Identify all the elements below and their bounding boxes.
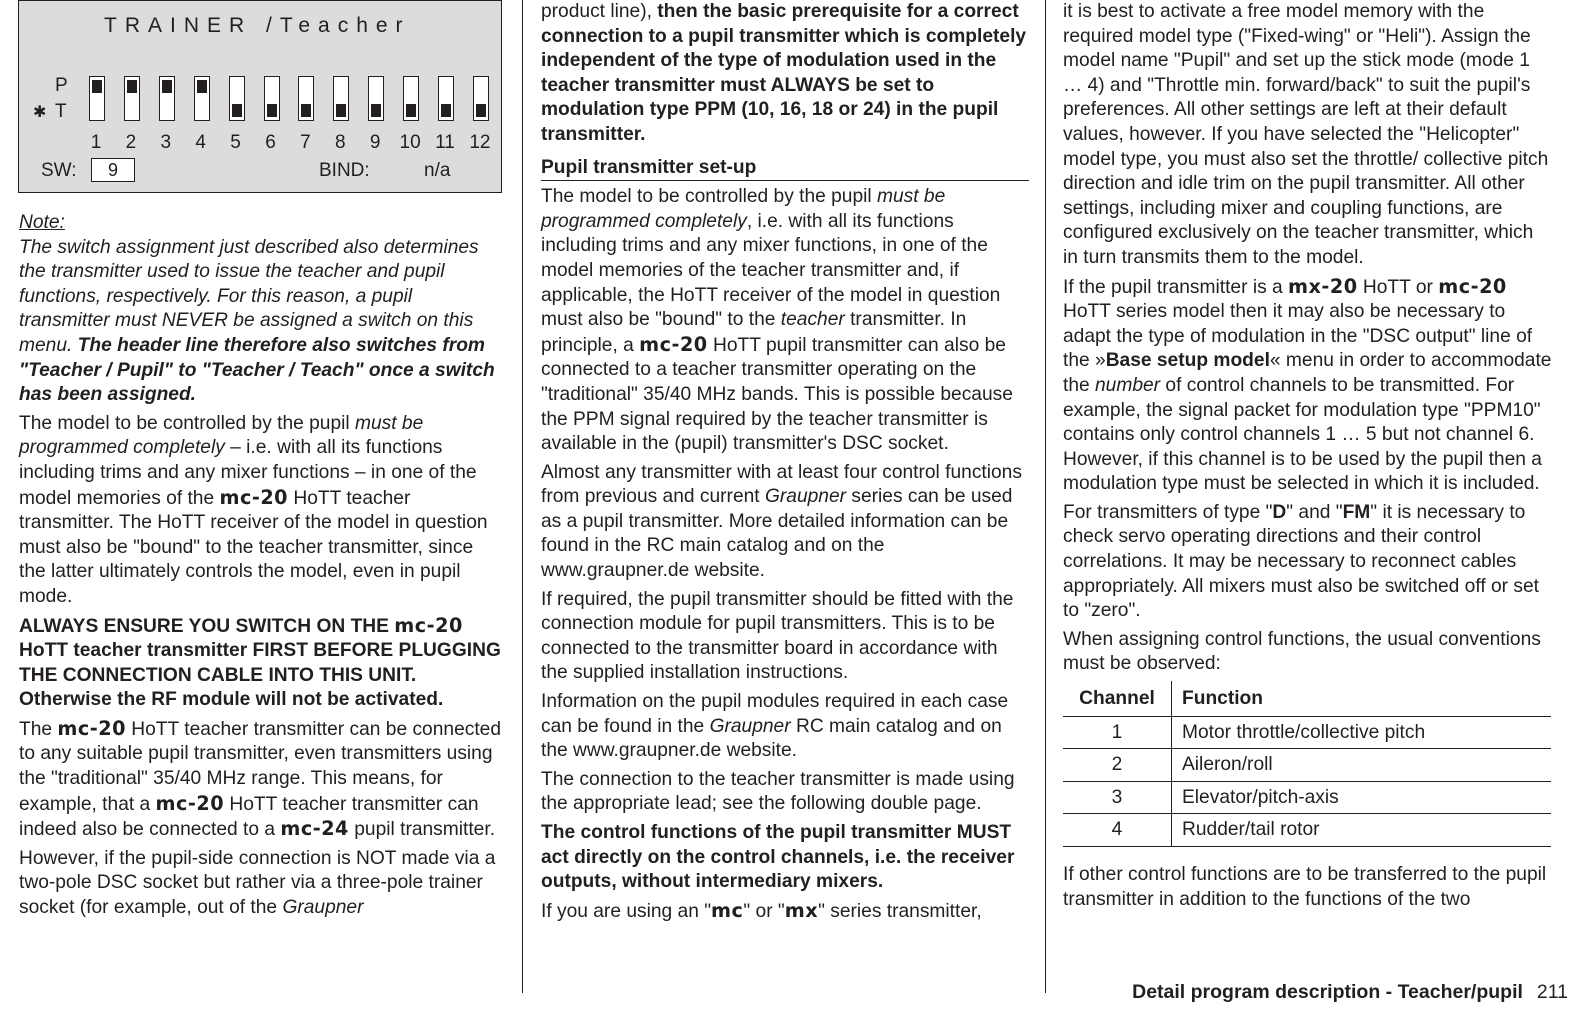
text: ALWAYS ENSURE YOU SWITCH ON THE: [19, 615, 395, 637]
lcd-title: TRAINER /Teacher: [104, 14, 411, 37]
page-number: 211: [1536, 981, 1568, 1003]
text: HoTT pupil transmitter can also be connected to a teacher transmitter operating on the "traditional" 35/40 MHz bands. This is possible because the PPM signal required by the teacher transmitter is available in the (pupil) transmitter's DSC socket.: [541, 334, 1013, 455]
lcd-switch-knob: [232, 104, 242, 117]
lcd-bind-label: BIND:: [319, 160, 370, 181]
text-italic: teacher: [780, 309, 845, 331]
lcd-switch-1[interactable]: [89, 76, 105, 121]
lcd-switch-12[interactable]: [473, 76, 489, 121]
text: For transmitters of type ": [1063, 501, 1273, 523]
lcd-channel-number: 11: [435, 132, 455, 153]
col3-paragraph-3: [1063, 501, 1553, 624]
text: HoTT teacher transmitter can be connected to any suitable pupil transmitter, even transmitters using the "traditional" 35/40 MHz range. This means, for example, that a: [19, 718, 502, 815]
table-row: [1063, 781, 1551, 814]
brand-mc20-logo: mc-20: [394, 613, 463, 637]
brand-mx-logo: mx: [784, 898, 819, 922]
table-row: [1063, 814, 1551, 847]
col2-paragraph-4: [541, 690, 1029, 764]
lcd-channel-number: 7: [300, 132, 311, 153]
col3-paragraph-5: If other control functions are to be transferred to the pupil transmitter in addition to the functions of the two: [1063, 864, 1547, 910]
brand-mc20-logo: mc-20: [639, 332, 708, 356]
brand-mx20-logo: mx-20: [1288, 274, 1358, 298]
text-italic: Graupner: [709, 715, 791, 737]
note-paragraph: [19, 236, 503, 408]
text: – i.e. with all its functions including trims and any mixer functions – in one of the model memories of the: [19, 437, 477, 509]
text-italic: Graupner: [282, 897, 364, 919]
text-italic: Graupner: [764, 486, 847, 508]
text: If you are using an ": [541, 900, 712, 922]
brand-mc20-logo: mc-20: [219, 485, 289, 509]
lcd-switch-4[interactable]: [194, 76, 210, 121]
note-text: The switch assignment just described also determines the transmitter used to issue the teacher and pupil functions, respectively. For this reason, a pupil transmitter must NEVER be assigned a switch on this menu.: [19, 236, 479, 356]
text: pupil transmitter.: [348, 819, 496, 841]
col2-paragraph-7: [541, 899, 1029, 925]
table-cell-function: Rudder/tail rotor: [1172, 814, 1552, 847]
lcd-switch-knob: [127, 80, 137, 93]
footer-title: Detail program description - Teacher/pupil: [1132, 981, 1523, 1003]
lcd-channel-number: 12: [469, 132, 491, 153]
lcd-switch-knob: [371, 104, 381, 117]
lcd-channel-number: 3: [160, 132, 172, 153]
section-heading-pupil-setup: Pupil transmitter set-up: [541, 156, 1029, 182]
col2-paragraph-3: If required, the pupil transmitter should be fitted with the connection module for pupil transmitters. This is to be connected to the transmitter board in accordance with the supplied installation instructions.: [541, 588, 1014, 684]
lcd-bind-value[interactable]: n/a: [424, 160, 451, 181]
lcd-sw-value[interactable]: 9: [91, 158, 135, 182]
col1-paragraph-2: [19, 717, 503, 843]
text-bold: then the basic prerequisite for a correct connection to a pupil transmitter which is completely independent of the type of modulation used in the teacher transmitter must ALWAYS be set to modulation type PPM (10, 16, 18 or 24) in the pupil transmitter.: [541, 1, 1027, 145]
note-bold-text: The header line therefore also switches from "Teacher / Pupil" to "Teacher / Teach" once a switch has been assigned.: [19, 334, 495, 406]
text: If the pupil transmitter is a: [1063, 276, 1289, 298]
table-row: [1063, 749, 1551, 782]
column-divider-2: [1045, 0, 1046, 993]
text: " series transmitter,: [818, 900, 982, 922]
text: " or ": [743, 900, 785, 922]
table-header-row: [1063, 681, 1551, 716]
lcd-switch-knob: [336, 104, 346, 117]
text: HoTT or: [1357, 276, 1439, 298]
lcd-switch-10[interactable]: [403, 76, 419, 121]
lcd-switch-9[interactable]: [368, 76, 384, 121]
text-italic: number: [1095, 374, 1161, 396]
lcd-screen: [18, 0, 502, 193]
lcd-row-p-label: P: [55, 75, 68, 96]
text: " it is necessary to check servo operating directions and their control correlations. It may be necessary to reconnect cables appropriately. All mixers must also be switched off or set to "zero".: [1063, 501, 1539, 622]
text: RC main catalog and on the www.graupner.de website.: [541, 715, 1002, 762]
text: series can be used as a pupil transmitter. More detailed information can be found in the RC main catalog and on the www.graupner.de website.: [541, 486, 1013, 582]
lcd-switch-knob: [441, 104, 451, 117]
column-1: [19, 0, 503, 925]
note-heading: Note:: [19, 212, 65, 233]
lcd-row-t-label: T: [55, 101, 67, 122]
table-cell-channel: 2: [1063, 749, 1172, 782]
col3-paragraph-2: [1063, 275, 1553, 497]
lcd-switch-knob: [301, 104, 311, 117]
lcd-channel-number: 9: [369, 132, 381, 153]
col2-paragraph-2: [541, 461, 1029, 584]
col1-warning: [19, 614, 503, 713]
text: HoTT teacher transmitter FIRST BEFORE PLUGGING THE CONNECTION CABLE INTO THIS UNIT. Otherwise the RF module will not be activated.: [19, 640, 501, 711]
lcd-switch-knob: [267, 104, 277, 117]
brand-mc24-logo: mc-24: [280, 817, 349, 841]
text: The model to be controlled by the pupil: [19, 412, 355, 434]
lcd-channel-number: 2: [125, 132, 137, 153]
table-cell-function: Aileron/roll: [1172, 749, 1552, 782]
lcd-channel-number: 8: [335, 132, 346, 153]
brand-mc20-logo: mc-20: [57, 716, 126, 740]
lcd-switch-3[interactable]: [159, 76, 175, 121]
table-header-function: Function: [1172, 681, 1552, 716]
text-italic: must be programmed completely: [19, 412, 424, 459]
page-footer: [1132, 980, 1568, 1005]
col2-paragraph-0: [541, 0, 1029, 148]
brand-mc-logo: mc: [711, 898, 744, 922]
lcd-channel-number: 1: [90, 132, 102, 153]
text-italic: must be programmed completely: [541, 186, 946, 232]
col1-paragraph-1: [19, 412, 503, 610]
text: Almost any transmitter with at least four control functions from previous and current: [541, 461, 1022, 508]
lcd-channel-number: 6: [265, 132, 276, 153]
lcd-switch-7[interactable]: [298, 76, 314, 121]
column-3: [1063, 0, 1553, 916]
lcd-switch-knob: [476, 104, 486, 117]
table-cell-channel: 4: [1063, 814, 1172, 847]
table-cell-function: Elevator/pitch-axis: [1172, 781, 1552, 814]
brand-mc20-logo: mc-20: [1438, 274, 1507, 298]
text: transmitter. In principle, a: [541, 309, 967, 356]
text: However, if the pupil-side connection is NOT made via a two-pole DSC socket but rather via a three-pole trainer socket (for example, out of the: [19, 847, 496, 919]
lcd-marker-icon: ✱: [33, 104, 47, 121]
text: HoTT teacher transmitter can indeed also be connected to a: [19, 793, 479, 841]
col2-paragraph-5: The connection to the teacher transmitter is made using the appropriate lead; see the following double page.: [541, 768, 1015, 815]
col3-paragraph-4: When assigning control functions, the usual conventions must be observed:: [1063, 628, 1541, 675]
text: " and ": [1286, 501, 1343, 523]
lcd-switch-8[interactable]: [333, 76, 349, 121]
lcd-channel-number: 4: [195, 132, 206, 153]
col2-paragraph-1: [541, 185, 1029, 457]
lcd-switch-11[interactable]: [438, 76, 454, 121]
lcd-channel-number: 5: [230, 132, 241, 153]
lcd-switch-2[interactable]: [124, 76, 140, 121]
text: HoTT series model then it may also be necessary to adapt the type of modulation in the "DSC output" line of the »: [1063, 301, 1533, 372]
lcd-switch-knob: [197, 80, 207, 93]
brand-mc20-logo: mc-20: [155, 791, 225, 815]
text: HoTT teacher transmitter. The HoTT receiver of the model in question must also be "bound" to the teacher transmitter, since the latter ultimately controls the model, even in pupil mode.: [19, 487, 488, 607]
text-bold: Base setup model: [1105, 350, 1270, 372]
table-cell-function: Motor throttle/collective pitch: [1172, 716, 1552, 749]
table-cell-channel: 1: [1063, 716, 1172, 749]
text: , i.e. with all its functions including trims and any mixer functions, in one of the model memories of the teacher transmitter and, if applicable, the HoTT receiver of the model in question must also be "bound" to the: [541, 210, 1001, 331]
lcd-channel-number: 10: [399, 132, 421, 153]
text: « menu in order to accommodate the: [1063, 350, 1552, 396]
table-cell-channel: 3: [1063, 781, 1172, 814]
lcd-switch-knob: [162, 80, 172, 93]
col3-paragraph-1: it is best to activate a free model memory with the required model type ("Fixed-wing" or "Heli"). Assign the model name "Pupil" and set up the stick mode (mode 1 … 4) and "Throttle min. forward/back" to suit the pupil's preferences. All other settings are left at their default values, however. If you have selected the "Helicopter" model type, you must also set the throttle/ collective pitch direction and idle trim on the pupil transmitter. All other settings, including mixer and coupling functions, are configured exclusively on the teacher transmitter, which in turn transmits them to the model.: [1063, 1, 1549, 268]
table-row: [1063, 716, 1551, 749]
column-2: [541, 0, 1029, 928]
lcd-switch-5[interactable]: [229, 76, 245, 121]
text-bold: FM: [1342, 501, 1371, 523]
lcd-switch-knob: [92, 80, 102, 93]
text-bold: D: [1272, 501, 1287, 523]
text: product line),: [541, 1, 658, 22]
col2-paragraph-6: The control functions of the pupil transmitter MUST act directly on the control channels, i.e. the receiver outputs, without intermediary mixers.: [541, 822, 1015, 893]
text: of control channels to be transmitted. For example, the signal packet for modulation type "PPM10" contains only control channels 1 … 5 but not channel 6. However, if this channel is to be used by the pupil then a modulation type must be selected in which it is included.: [1063, 374, 1542, 495]
lcd-sw-label: SW:: [41, 160, 77, 181]
text: The: [19, 718, 58, 740]
text: The model to be controlled by the pupil: [541, 186, 877, 208]
table-header-channel: Channel: [1063, 681, 1172, 716]
col1-paragraph-3: [19, 847, 503, 921]
channel-function-table: [1063, 681, 1551, 847]
lcd-switch-6[interactable]: [264, 76, 280, 121]
text: Information on the pupil modules required in each case can be found in the: [541, 691, 1009, 737]
lcd-switch-knob: [406, 104, 416, 117]
column-divider-1: [522, 0, 523, 993]
